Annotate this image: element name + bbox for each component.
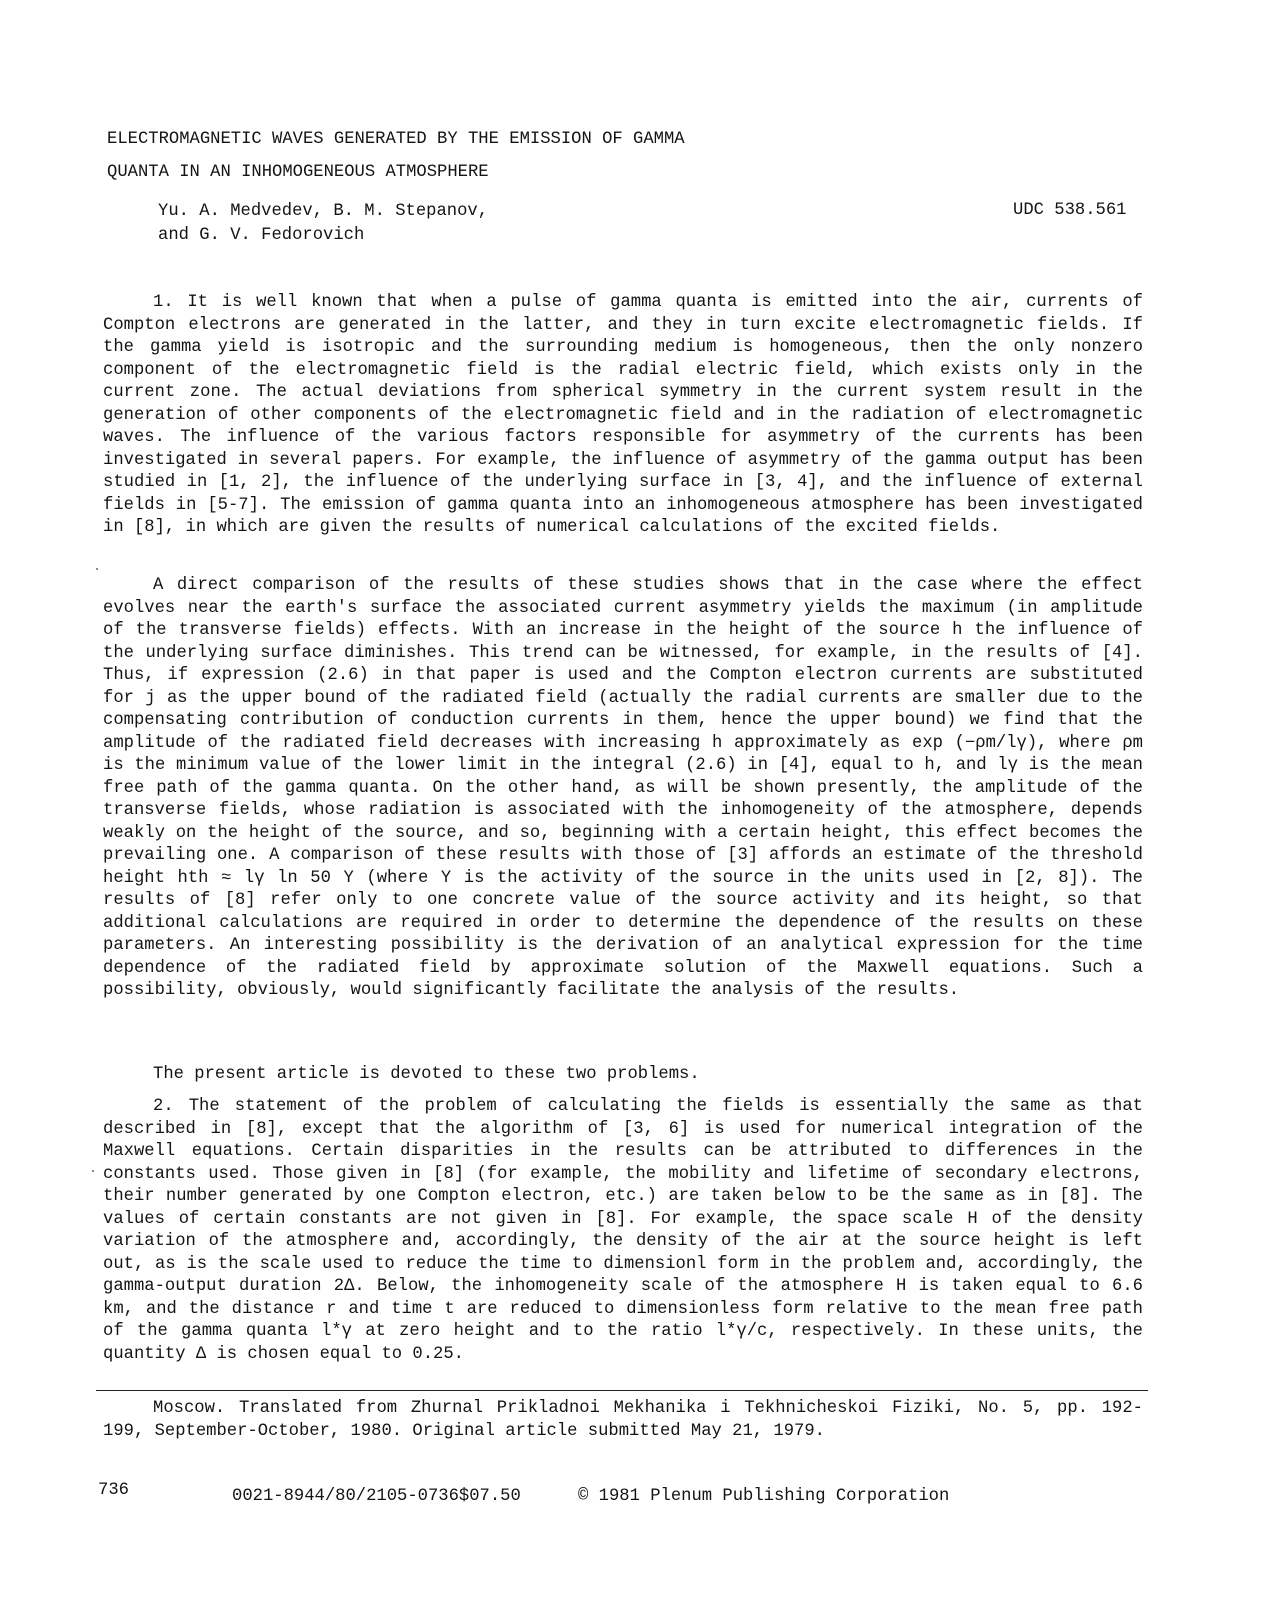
authors-line-1: Yu. A. Medvedev, B. M. Stepanov,	[158, 202, 489, 221]
author-list	[158, 200, 488, 248]
footnote-divider	[96, 1390, 1148, 1391]
scan-speck	[96, 568, 98, 570]
copyright-notice: © 1981 Plenum Publishing Corporation	[578, 1487, 950, 1506]
footnote: Moscow. Translated from Zhurnal Prikladnoi Mekhanika i Tekhnicheskoi Fiziki, No. 5, pp. 192-199, September-October, 1980. Original article submitted May 21, 1979.	[103, 1399, 1143, 1441]
authors-line-2: and G. V. Fedorovich	[158, 226, 365, 245]
paragraph-4: 2. The statement of the problem of calculating the fields is essentially the same as that described in [8], except that the algorithm of [3, 6] is used for numerical integration of the Maxwell equations. Certain disparities in the results can be attributed to differences in the constants used. Those given in [8] (for example, the mobility and lifetime of secondary electrons, their number generated by one Compton electron, etc.) are taken below to be the same as in [8]. The values of certain constants are not given in [8]. For example, the space scale H of the density variation of the atmosphere and, accordingly, the density of the air at the source height is left out, as is the scale used to reduce the time to dimensionl form in the problem and, accordingly, the gamma-output duration 2Δ. Below, the inhomogeneity scale of the atmosphere H is taken equal to 6.6 km, and the distance r and time t are reduced to dimensionless form relative to the mean free path of the gamma quanta l*γ at zero height and to the ratio l*γ/c, respectively. In these units, the quantity Δ is chosen equal to 0.25.	[103, 1097, 1143, 1364]
udc-code: UDC 538.561	[1013, 201, 1127, 220]
paragraph-1: 1. It is well known that when a pulse of gamma quanta is emitted into the air, currents of Compton electrons are generated in the latter, and they in turn excite electromagnetic fields. If the gamma yield is isotropic and the surrounding medium is homogeneous, then the only nonzero component of the electromagnetic field is the radial electric field, which exists only in the current zone. The actual deviations from spherical symmetry in the current system result in the generation of other components of the electromagnetic field and in the radiation of electromagnetic waves. The influence of the various factors responsible for asymmetry of the currents has been investigated in several papers. For example, the influence of asymmetry of the gamma output has been studied in [1, 2], the influence of the underlying surface in [3, 4], and the influence of external fields in [5-7]. The emission of gamma quanta into an inhomogeneous atmosphere has been investigated in [8], in which are given the results of numerical calculations of the excited fields.	[103, 293, 1143, 537]
title-line-2: QUANTA IN AN INHOMOGENEOUS ATMOSPHERE	[107, 163, 489, 182]
paragraph-3: The present article is devoted to these two problems.	[153, 1065, 700, 1084]
scan-speck	[92, 1170, 94, 1172]
paragraph-2: A direct comparison of the results of these studies shows that in the case where the effect evolves near the earth's surface the associated current asymmetry yields the maximum (in amplitude of the transverse fields) effects. With an increase in the height of the source h the influence of the underlying surface diminishes. This trend can be witnessed, for example, in the results of [4]. Thus, if expression (2.6) in that paper is used and the Compton electron currents are substituted for j as the upper bound of the radiated field (actually the radial currents are smaller due to the compensating contribution of conduction currents in them, hence the upper bound) we find that the amplitude of the radiated field decreases with increasing h approximately as exp (−ρm/lγ), where ρm is the minimum value of the lower limit in the integral (2.6) in [4], equal to h, and lγ is the mean free path of the gamma quanta. On the other hand, as will be shown presently, the amplitude of the transverse fields, whose radiation is associated with the inhomogeneity of the atmosphere, depends weakly on the height of the source, and so, beginning with a certain height, this effect becomes the prevailing one. A comparison of these results with those of [3] affords an estimate of the threshold height hth ≈ lγ ln 50 Y (where Y is the activity of the source in the units used in [2, 8]). The results of [8] refer only to one concrete value of the source activity and its height, so that additional calculations are required in order to determine the dependence of the results on these parameters. An interesting possibility is the derivation of an analytical expression for the time dependence of the radiated field by approximate solution of the Maxwell equations. Such a possibility, obviously, would significantly facilitate the analysis of the results.	[103, 576, 1143, 1000]
publication-code: 0021-8944/80/2105-0736$07.50	[232, 1487, 521, 1506]
page-number: 736	[98, 1481, 129, 1500]
title-line-1: ELECTROMAGNETIC WAVES GENERATED BY THE EMISSION OF GAMMA	[107, 130, 685, 149]
article-title	[107, 123, 1147, 189]
